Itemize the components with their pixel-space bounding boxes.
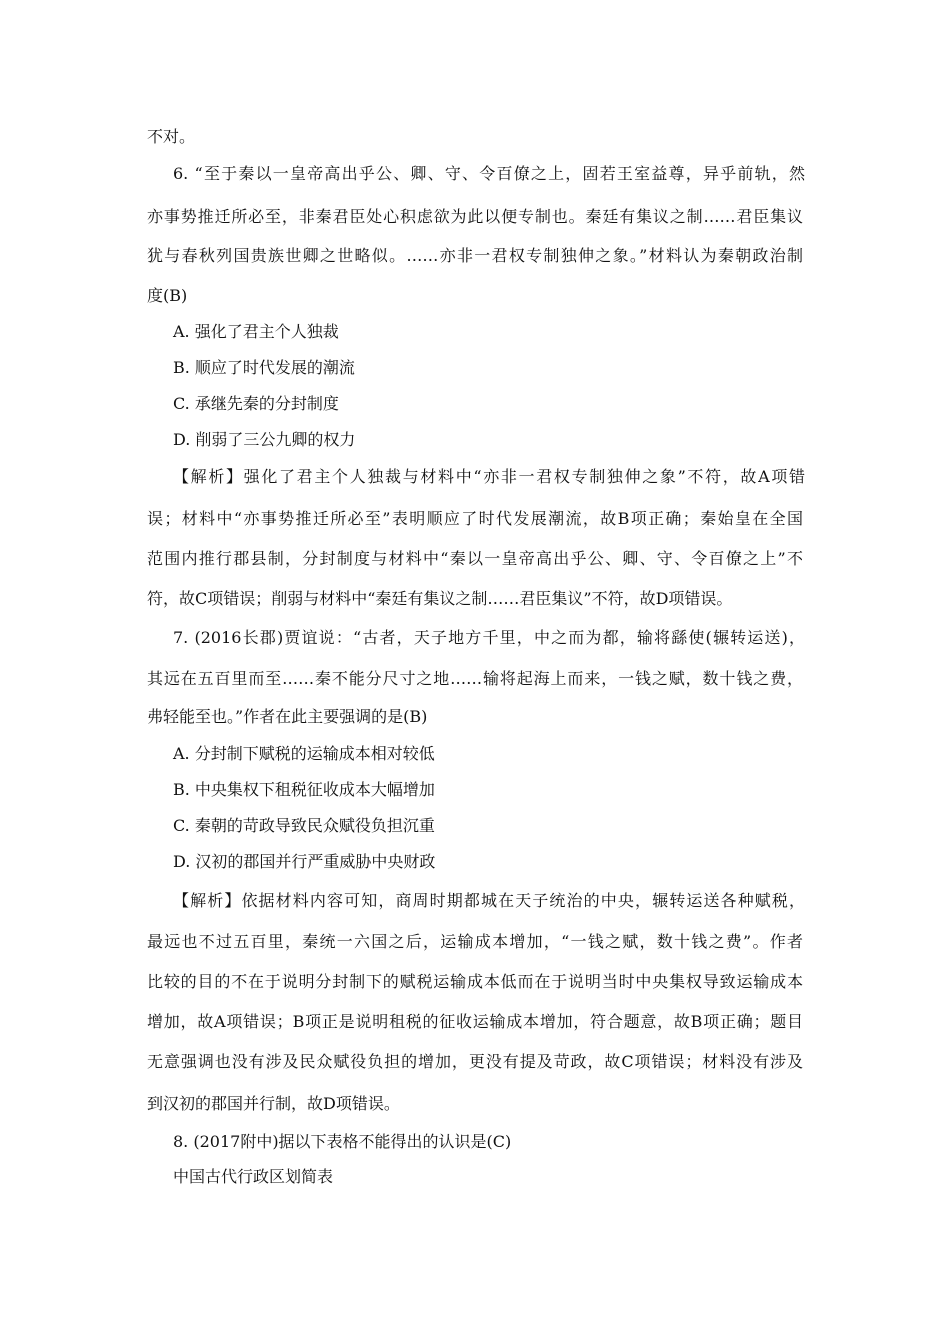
analysis-6: 范围内推行郡县制，分封制度与材料中“秦以一皇帝高出乎公、卿、守、令百僚之上”不: [147, 549, 803, 568]
analysis-7: 【解析】依据材料内容可知，商周时期都城在天子统治的中央，辗转运送各种赋税，: [173, 891, 805, 910]
table-caption: 中国古代行政区划简表: [173, 1167, 334, 1186]
option-b: B. 顺应了时代发展的潮流: [173, 358, 355, 377]
analysis-6: 【解析】强化了君主个人独裁与材料中“亦非一君权专制独伸之象”不符，故A项错: [173, 467, 805, 486]
question-6-stem: 犹与春秋列国贵族世卿之世略似。……亦非一君权专制独伸之象。”材料认为秦朝政治制: [147, 246, 803, 265]
option-c: C. 秦朝的苛政导致民众赋役负担沉重: [173, 816, 435, 835]
analysis-6: 符，故C项错误；削弱与材料中“秦廷有集议之制……君臣集议”不符，故D项错误。: [147, 589, 733, 608]
analysis-7: 最远也不过五百里，秦统一六国之后，运输成本增加，“一钱之赋，数十钱之费”。作者: [147, 932, 803, 951]
analysis-6: 误；材料中“亦事势推迁所必至”表明顺应了时代发展潮流，故B项正确；秦始皇在全国: [147, 509, 803, 528]
analysis-7: 比较的目的不在于说明分封制下的赋税运输成本低而在于说明当时中央集权导致运输成本: [147, 972, 803, 991]
question-7-stem: 7. (2016长郡)贾谊说：“古者，天子地方千里，中之而为都，输将繇使(辗转运送)，: [173, 628, 805, 647]
question-7-stem: 弗轻能至也。”作者在此主要强调的是(B): [147, 707, 428, 726]
question-6-stem: 度(B): [147, 286, 188, 305]
option-b: B. 中央集权下租税征收成本大幅增加: [173, 780, 435, 799]
analysis-7: 无意强调也没有涉及民众赋役负担的增加，更没有提及苛政，故C项错误；材料没有涉及: [147, 1052, 803, 1071]
option-a: A. 强化了君主个人独裁: [173, 322, 339, 341]
question-7-stem: 其远在五百里而至……秦不能分尺寸之地……输将起海上而来，一钱之赋，数十钱之费，: [147, 669, 803, 688]
option-d: D. 削弱了三公九卿的权力: [173, 430, 356, 449]
analysis-7: 增加，故A项错误；B项正是说明租税的征收运输成本增加，符合题意，故B项正确；题目: [147, 1012, 803, 1031]
question-6-stem: 亦事势推迁所必至，非秦君臣处心积虑欲为此以便专制也。秦廷有集议之制……君臣集议: [147, 207, 803, 226]
question-8-stem: 8. (2017附中)据以下表格不能得出的认识是(C): [173, 1132, 512, 1151]
option-a: A. 分封制下赋税的运输成本相对较低: [173, 744, 435, 763]
text-line: 不对。: [147, 127, 196, 146]
option-d: D. 汉初的郡国并行严重威胁中央财政: [173, 852, 436, 871]
question-6-stem: 6. “至于秦以一皇帝高出乎公、卿、守、令百僚之上，固若王室益尊，异乎前轨，然: [173, 164, 805, 183]
option-c: C. 承继先秦的分封制度: [173, 394, 339, 413]
analysis-7: 到汉初的郡国并行制，故D项错误。: [147, 1094, 400, 1113]
